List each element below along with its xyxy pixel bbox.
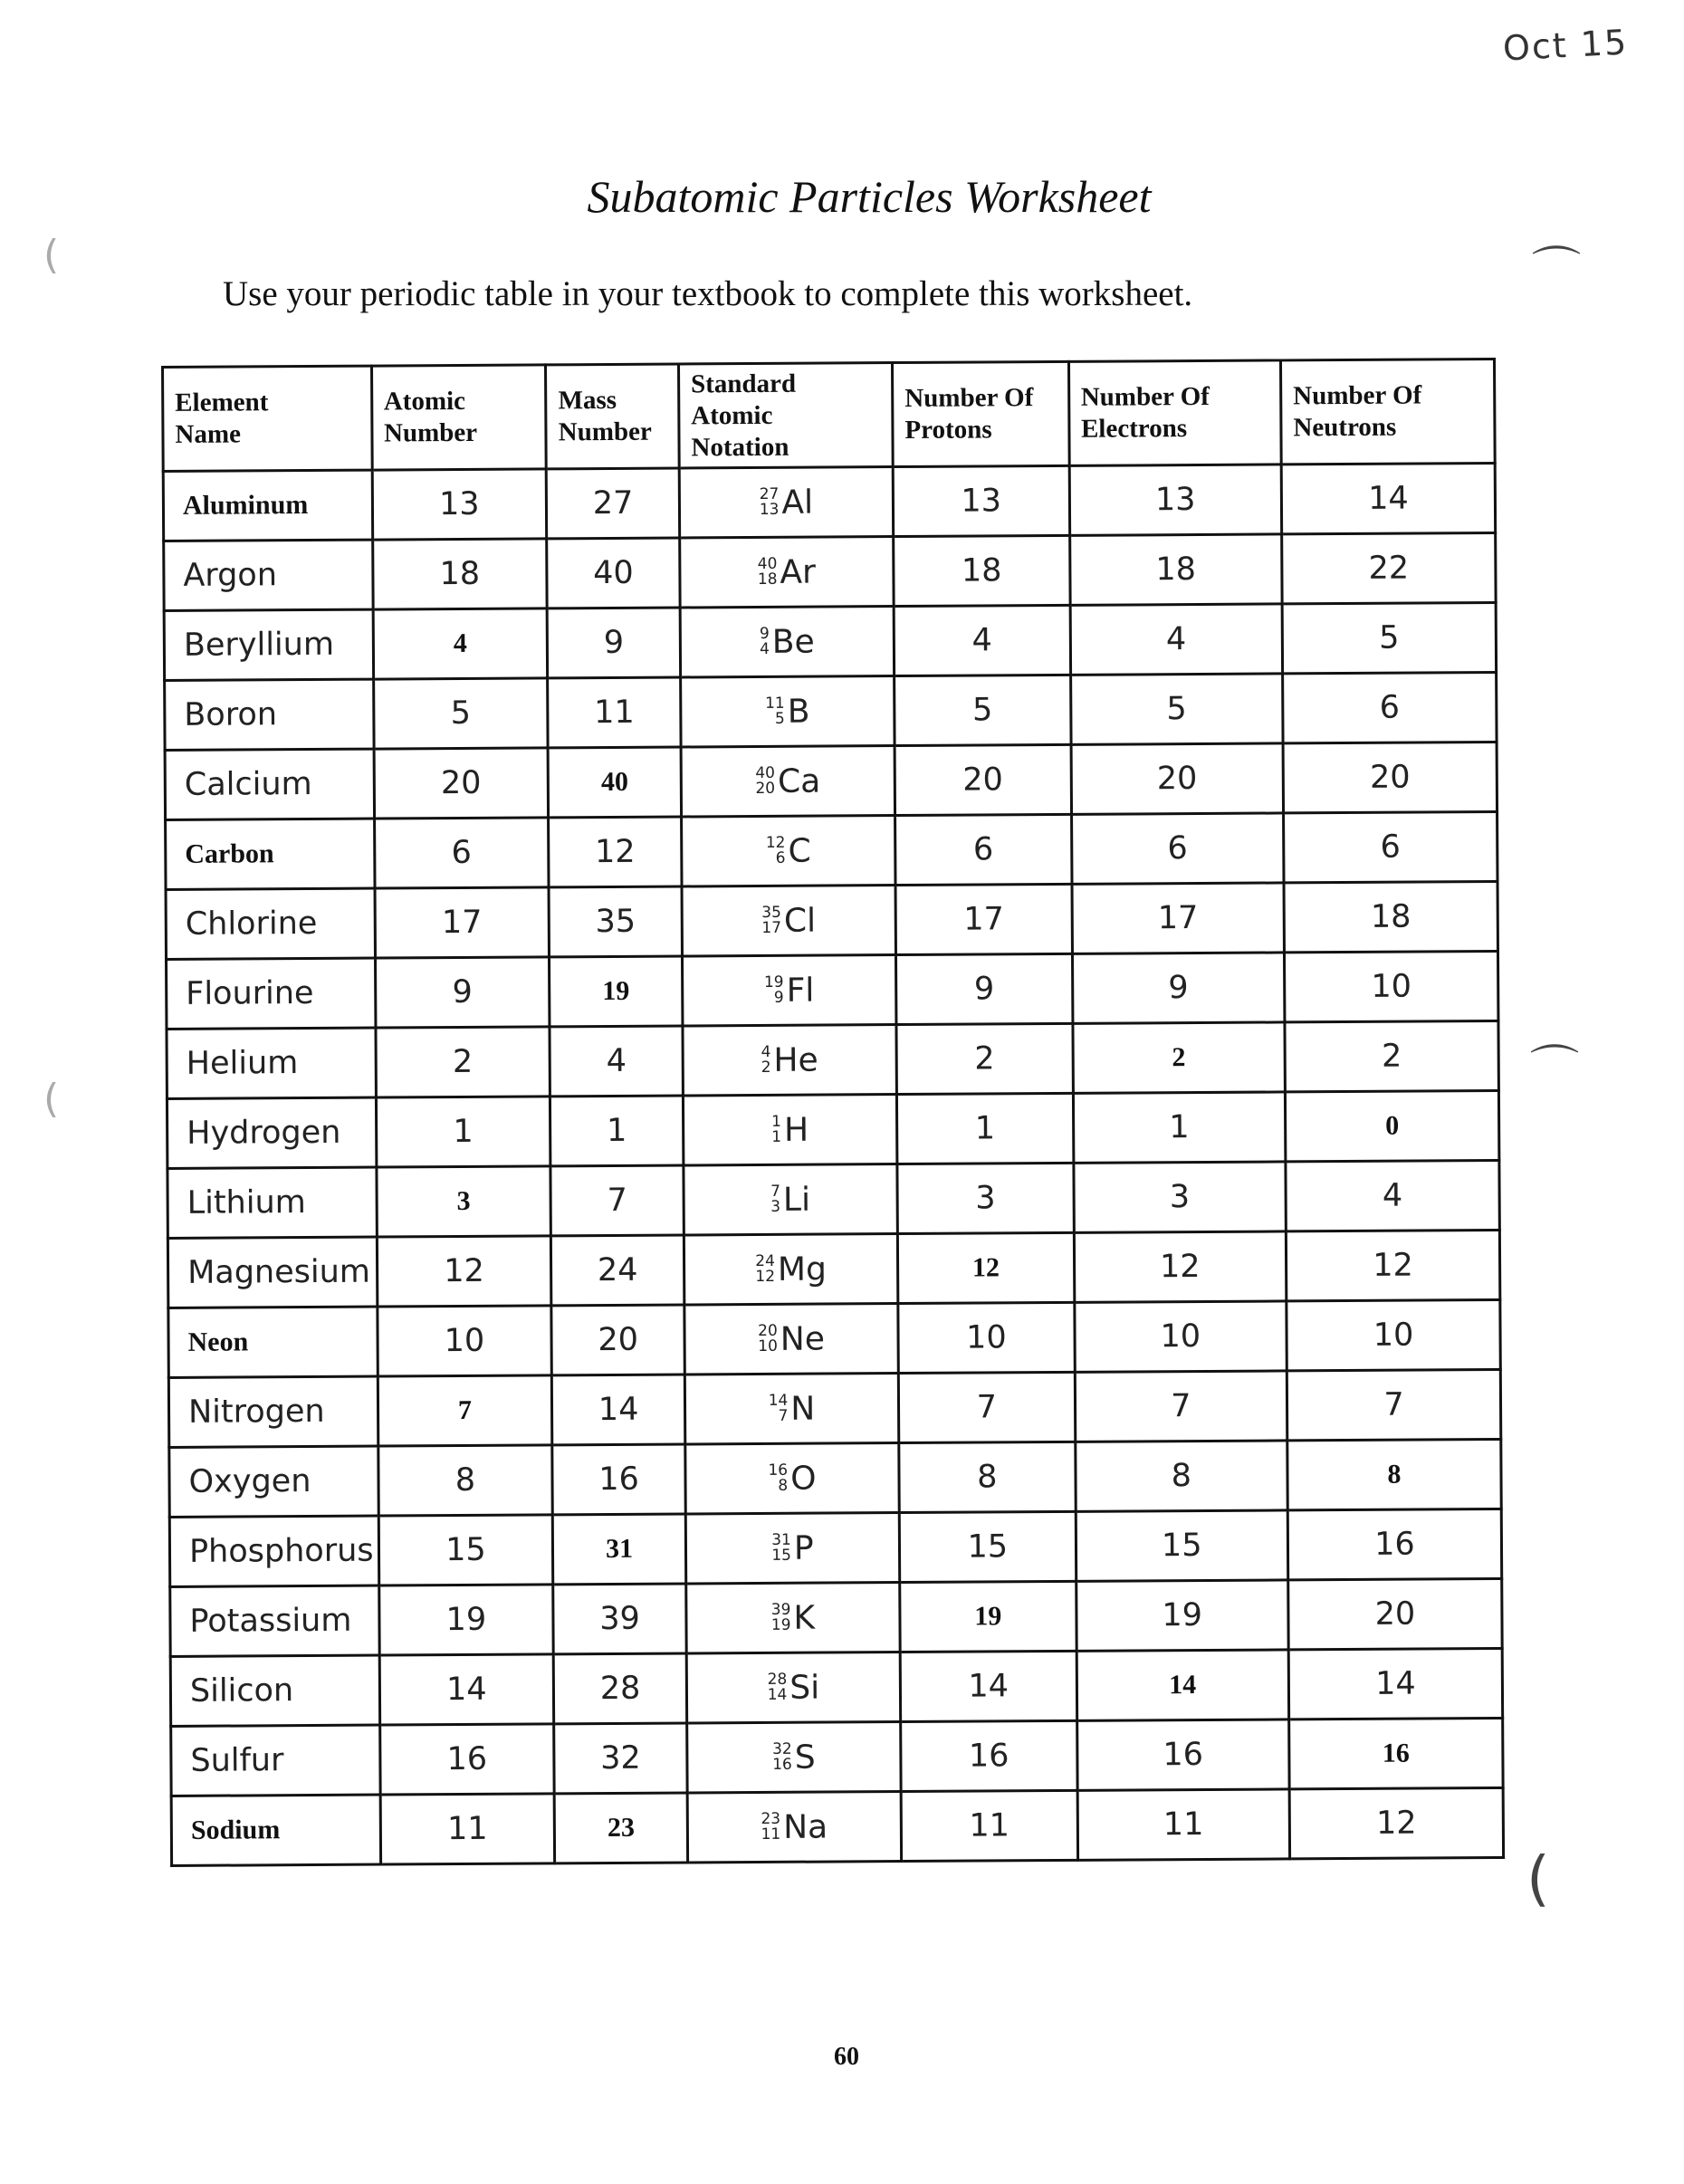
notation-cell <box>681 676 895 747</box>
table-row <box>167 952 1498 1030</box>
column-header-line2: Electrons <box>1080 414 1188 444</box>
notation-atomic-number: 14 <box>767 1686 788 1705</box>
neutrons-cell: 22 <box>1282 533 1496 604</box>
notation-symbol: K <box>793 1599 816 1637</box>
protons-cell: 7 <box>898 1373 1075 1443</box>
page-number: 60 <box>834 2043 859 2071</box>
electrons-cell: 20 <box>1071 743 1284 814</box>
atomic-notation <box>764 972 815 1009</box>
notation-atomic-number: 15 <box>771 1547 792 1566</box>
column-header-line1: Atomic <box>383 387 466 417</box>
notation-symbol: Cl <box>783 902 817 940</box>
notation-atomic-number: 2 <box>761 1058 771 1078</box>
notation-symbol: Si <box>789 1669 820 1707</box>
protons-cell: 1 <box>896 1094 1073 1164</box>
notation-mass-number: 11 <box>765 694 785 713</box>
neutrons-cell: 6 <box>1284 812 1497 883</box>
notation-numbers <box>764 974 784 1007</box>
protons-cell: 4 <box>894 606 1070 676</box>
notation-symbol: He <box>773 1041 818 1079</box>
neutrons-cell: 20 <box>1283 742 1497 813</box>
notation-mass-number: 4 <box>761 1042 771 1061</box>
atomic-number-cell: 15 <box>378 1515 553 1585</box>
electrons-cell: 17 <box>1072 883 1285 953</box>
notation-numbers <box>760 626 770 658</box>
column-header-protons <box>893 361 1069 467</box>
electrons-cell: 6 <box>1071 813 1284 884</box>
electrons-cell: 3 <box>1073 1162 1286 1232</box>
notation-mass-number: 23 <box>761 1809 781 1828</box>
neutrons-cell: 8 <box>1287 1440 1501 1510</box>
atomic-number-cell: 8 <box>378 1445 552 1516</box>
atomic-number-cell: 13 <box>372 469 547 540</box>
atomic-number-cell: 14 <box>379 1654 554 1725</box>
margin-mark-left-2: ( <box>43 1076 60 1122</box>
mass-number-cell: 1 <box>550 1096 684 1166</box>
element-name-cell: Aluminum <box>163 470 372 541</box>
atomic-notation <box>758 1320 825 1357</box>
mass-number-cell: 19 <box>550 956 683 1027</box>
notation-cell <box>681 746 895 817</box>
atomic-number-cell: 16 <box>379 1724 554 1795</box>
notation-numbers <box>771 1602 791 1634</box>
atomic-notation <box>761 1041 818 1078</box>
electrons-cell: 11 <box>1077 1789 1290 1860</box>
electrons-cell: 1 <box>1073 1092 1286 1163</box>
notation-mass-number: 12 <box>765 833 786 852</box>
protons-cell: 17 <box>895 885 1072 955</box>
element-name-cell: Helium <box>167 1028 376 1098</box>
notation-numbers <box>755 765 775 798</box>
date-note: Oct 15 <box>1501 22 1630 69</box>
column-header-line2: Name <box>175 419 242 450</box>
protons-cell: 20 <box>895 745 1071 816</box>
electrons-cell: 5 <box>1070 674 1283 744</box>
column-header-atomic-number <box>371 365 546 471</box>
column-header-mass-number <box>546 364 679 469</box>
notation-mass-number: 40 <box>755 763 776 782</box>
notation-symbol: S <box>794 1739 816 1777</box>
notation-atomic-number: 6 <box>775 849 786 868</box>
protons-cell: 11 <box>901 1791 1077 1862</box>
neutrons-cell: 16 <box>1287 1509 1501 1580</box>
column-header-line2: Notation <box>691 432 789 463</box>
notation-numbers <box>772 1741 792 1774</box>
element-name-cell: Sulfur <box>171 1725 380 1796</box>
electrons-cell: 12 <box>1074 1231 1287 1302</box>
notation-mass-number: 19 <box>763 972 784 991</box>
mass-number-cell: 14 <box>552 1375 685 1445</box>
subatomic-particles-table <box>161 358 1505 1867</box>
element-name-cell: Sodium <box>171 1795 380 1865</box>
notation-mass-number: 28 <box>767 1670 788 1689</box>
notation-numbers <box>768 1672 788 1704</box>
element-name-cell: Oxygen <box>169 1446 378 1517</box>
protons-cell: 18 <box>894 536 1070 607</box>
notation-atomic-number: 10 <box>758 1337 778 1356</box>
notation-cell <box>686 1583 901 1653</box>
element-name-cell: Hydrogen <box>167 1097 376 1168</box>
table-row <box>171 1788 1503 1866</box>
mass-number-cell: 27 <box>546 468 679 539</box>
protons-cell: 6 <box>895 815 1072 886</box>
element-name-cell: Potassium <box>170 1585 379 1656</box>
neutrons-cell: 6 <box>1283 673 1497 743</box>
protons-cell: 5 <box>895 675 1071 746</box>
mass-number-cell: 35 <box>549 886 682 957</box>
element-name-cell: Chlorine <box>166 888 375 959</box>
notation-cell <box>685 1513 900 1584</box>
table-row <box>164 603 1496 681</box>
atomic-number-cell: 10 <box>377 1306 551 1376</box>
atomic-notation <box>765 694 810 731</box>
notation-numbers <box>755 1253 775 1286</box>
atomic-notation <box>766 833 811 870</box>
notation-numbers <box>769 1393 789 1425</box>
mass-number-cell: 31 <box>553 1514 686 1585</box>
table-row <box>168 1370 1500 1448</box>
notation-numbers <box>761 905 781 937</box>
neutrons-cell: 7 <box>1287 1370 1500 1441</box>
atomic-notation <box>770 1182 810 1219</box>
mass-number-cell: 39 <box>553 1584 686 1654</box>
notation-numbers <box>758 556 778 589</box>
mass-number-cell: 23 <box>554 1793 687 1863</box>
protons-cell: 9 <box>896 954 1073 1025</box>
column-header-line1: Mass <box>558 386 617 416</box>
neutrons-cell: 16 <box>1289 1719 1503 1789</box>
column-header-standard-atomic-notation <box>678 363 893 469</box>
atomic-number-cell: 4 <box>373 608 548 679</box>
protons-cell: 15 <box>899 1512 1076 1583</box>
neutrons-cell: 12 <box>1289 1788 1503 1859</box>
notation-atomic-number: 8 <box>778 1477 789 1496</box>
notation-cell <box>680 537 895 608</box>
electrons-cell: 16 <box>1076 1719 1289 1790</box>
table-row <box>170 1649 1502 1727</box>
table-row <box>166 882 1497 960</box>
neutrons-cell: 10 <box>1284 952 1497 1022</box>
table-header-row <box>163 359 1496 472</box>
notation-symbol: C <box>788 832 811 870</box>
atomic-notation <box>771 1600 815 1637</box>
notation-mass-number: 24 <box>755 1251 775 1270</box>
protons-cell: 12 <box>897 1233 1074 1304</box>
mass-number-cell: 9 <box>547 608 680 678</box>
instructions: Use your periodic table in your textbook to complete this worksheet. <box>223 274 1193 313</box>
notation-atomic-number: 12 <box>755 1268 776 1287</box>
atomic-number-cell: 7 <box>378 1375 552 1446</box>
atomic-notation <box>772 1739 816 1777</box>
mass-number-cell: 40 <box>548 747 681 818</box>
element-name-cell: Calcium <box>165 749 374 819</box>
notation-atomic-number: 20 <box>755 780 776 799</box>
neutrons-cell: 10 <box>1287 1300 1500 1371</box>
protons-cell: 16 <box>901 1721 1077 1792</box>
notation-numbers <box>761 1811 780 1844</box>
notation-cell <box>682 886 896 956</box>
margin-mark-left-1: ( <box>43 232 60 278</box>
atomic-notation <box>760 484 814 521</box>
notation-atomic-number: 19 <box>770 1616 791 1635</box>
atomic-notation <box>758 553 816 590</box>
element-name-cell: Neon <box>168 1307 378 1377</box>
atomic-notation <box>761 1808 828 1845</box>
atomic-notation <box>761 902 816 939</box>
neutrons-cell: 20 <box>1288 1579 1502 1650</box>
notation-symbol: Ar <box>780 553 817 591</box>
neutrons-cell: 12 <box>1286 1231 1499 1301</box>
neutrons-cell: 14 <box>1281 464 1495 534</box>
column-header-line2: Number <box>558 417 652 447</box>
notation-cell <box>686 1652 901 1723</box>
notation-symbol: O <box>790 1460 817 1498</box>
electrons-cell: 14 <box>1076 1650 1289 1720</box>
atomic-notation <box>755 762 820 800</box>
notation-atomic-number: 11 <box>761 1825 781 1844</box>
table-row <box>169 1509 1501 1587</box>
margin-mark-mid-right: ⌒ <box>1530 1040 1579 1097</box>
notation-cell <box>683 1025 897 1096</box>
table-row <box>170 1579 1502 1657</box>
atomic-number-cell: 3 <box>376 1166 550 1237</box>
table-row <box>169 1440 1501 1518</box>
column-header-line2: Protons <box>904 415 992 445</box>
electrons-cell: 8 <box>1075 1441 1287 1511</box>
notation-cell <box>679 467 894 538</box>
element-name-cell: Boron <box>165 679 374 750</box>
element-name-cell: Argon <box>164 540 373 610</box>
notation-atomic-number: 4 <box>759 640 770 659</box>
table-row <box>165 742 1497 820</box>
notation-mass-number: 27 <box>759 484 780 503</box>
electrons-cell: 4 <box>1070 604 1283 675</box>
margin-mark-top-right: ⌒ <box>1532 242 1581 299</box>
notation-atomic-number: 5 <box>774 710 785 729</box>
element-name-cell: Carbon <box>166 819 375 889</box>
notation-numbers <box>765 695 785 728</box>
protons-cell: 10 <box>898 1303 1075 1374</box>
notation-symbol: N <box>790 1390 816 1428</box>
column-header-line2: Number <box>383 418 478 448</box>
mass-number-cell: 24 <box>551 1235 684 1306</box>
notation-symbol: Fl <box>786 972 815 1010</box>
column-header-electrons <box>1068 360 1281 466</box>
mass-number-cell: 4 <box>550 1026 683 1097</box>
neutrons-cell: 2 <box>1285 1021 1498 1092</box>
electrons-cell: 10 <box>1074 1301 1287 1372</box>
notation-mass-number: 9 <box>759 624 770 643</box>
column-header-neutrons <box>1280 359 1495 465</box>
protons-cell: 13 <box>893 466 1069 537</box>
notation-numbers <box>766 835 786 867</box>
notation-symbol: P <box>793 1529 814 1567</box>
atomic-number-cell: 20 <box>374 748 549 819</box>
atomic-number-cell: 2 <box>376 1027 550 1097</box>
protons-cell: 19 <box>900 1582 1076 1652</box>
protons-cell: 8 <box>899 1442 1076 1513</box>
mass-number-cell: 12 <box>549 817 682 887</box>
notation-numbers <box>771 1114 781 1146</box>
column-header-line1: Number Of <box>1080 382 1210 413</box>
notation-cell <box>682 955 896 1026</box>
notation-symbol: Mg <box>777 1250 827 1288</box>
notation-numbers <box>758 1323 778 1355</box>
element-name-cell: Silicon <box>170 1655 379 1726</box>
notation-atomic-number: 18 <box>757 570 778 589</box>
notation-atomic-number: 13 <box>759 501 780 520</box>
notation-symbol: Li <box>782 1181 811 1219</box>
worksheet-title: Subatomic Particles Worksheet <box>587 171 1152 222</box>
element-name-cell: Lithium <box>167 1167 377 1238</box>
element-name-cell: Flourine <box>167 958 376 1029</box>
margin-mark-bottom-right: ( <box>1526 1844 1550 1913</box>
column-header-line1: Element <box>175 388 269 418</box>
atomic-number-cell: 6 <box>374 818 549 888</box>
notation-symbol: Ca <box>777 762 821 800</box>
column-header-element-name <box>163 366 372 472</box>
neutrons-cell: 5 <box>1282 603 1496 674</box>
notation-atomic-number: 1 <box>771 1128 782 1147</box>
atomic-number-cell: 5 <box>373 678 548 749</box>
notation-numbers <box>761 1044 771 1077</box>
mass-number-cell: 28 <box>553 1653 686 1724</box>
element-name-cell: Beryllium <box>164 609 373 680</box>
mass-number-cell: 40 <box>547 538 680 608</box>
table-row <box>171 1719 1503 1796</box>
notation-cell <box>684 1374 899 1444</box>
mass-number-cell: 16 <box>552 1444 685 1515</box>
notation-cell <box>681 816 895 886</box>
protons-cell: 3 <box>897 1164 1074 1234</box>
notation-atomic-number: 9 <box>773 989 784 1008</box>
atomic-number-cell: 11 <box>380 1794 555 1864</box>
notation-cell <box>687 1722 902 1793</box>
notation-symbol: Ne <box>780 1320 826 1358</box>
column-header-line2: Neutrons <box>1293 412 1397 443</box>
atomic-number-cell: 9 <box>375 957 550 1028</box>
atomic-notation <box>768 1669 820 1706</box>
atomic-number-cell: 18 <box>372 539 547 609</box>
table-row <box>164 533 1496 611</box>
table-row <box>163 464 1495 541</box>
table-row <box>167 1021 1498 1099</box>
neutrons-cell: 18 <box>1284 882 1497 953</box>
atomic-notation <box>760 623 815 660</box>
atomic-notation <box>771 1530 814 1567</box>
table-row <box>165 673 1497 751</box>
notation-mass-number: 14 <box>768 1391 789 1410</box>
mass-number-cell: 32 <box>554 1723 687 1794</box>
notation-atomic-number: 17 <box>761 919 782 938</box>
notation-cell <box>684 1304 899 1375</box>
notation-cell <box>687 1792 902 1863</box>
notation-numbers <box>771 1532 791 1565</box>
notation-cell <box>685 1443 900 1514</box>
atomic-notation <box>769 1391 816 1428</box>
mass-number-cell: 20 <box>551 1305 684 1375</box>
neutrons-cell: 0 <box>1285 1091 1498 1162</box>
notation-mass-number: 35 <box>761 903 781 922</box>
notation-mass-number: 7 <box>770 1182 780 1201</box>
electrons-cell: 15 <box>1076 1510 1288 1581</box>
element-name-cell: Phosphorus <box>169 1516 378 1586</box>
column-header-line1: Number Of <box>1293 380 1422 411</box>
neutrons-cell: 4 <box>1286 1161 1499 1231</box>
column-header-line1: Number Of <box>904 383 1034 414</box>
notation-symbol: Be <box>771 623 815 661</box>
notation-atomic-number: 3 <box>770 1198 781 1217</box>
notation-symbol: Na <box>783 1808 828 1846</box>
atomic-number-cell: 19 <box>378 1585 553 1655</box>
electrons-cell: 19 <box>1076 1580 1288 1651</box>
atomic-number-cell: 12 <box>377 1236 551 1307</box>
protons-cell: 14 <box>900 1652 1076 1722</box>
electrons-cell: 9 <box>1072 953 1285 1023</box>
notation-atomic-number: 16 <box>772 1756 792 1775</box>
protons-cell: 2 <box>896 1024 1073 1095</box>
notation-cell <box>683 1095 897 1165</box>
notation-mass-number: 39 <box>770 1600 791 1619</box>
table-row <box>168 1300 1500 1378</box>
table-row <box>167 1231 1499 1308</box>
element-name-cell: Nitrogen <box>168 1376 378 1447</box>
notation-numbers <box>768 1462 788 1495</box>
notation-symbol: H <box>783 1111 809 1149</box>
notation-mass-number: 40 <box>757 554 778 573</box>
table-row <box>167 1161 1499 1239</box>
notation-mass-number: 1 <box>771 1112 782 1131</box>
notation-numbers <box>760 486 780 519</box>
table-row <box>166 812 1497 890</box>
notation-mass-number: 16 <box>768 1461 789 1480</box>
electrons-cell: 2 <box>1073 1022 1286 1093</box>
table-row <box>167 1091 1498 1169</box>
notation-symbol: B <box>787 693 810 731</box>
column-header-line1: Standard Atomic <box>690 369 797 431</box>
notation-symbol: Al <box>781 484 814 522</box>
electrons-cell: 13 <box>1069 465 1282 535</box>
electrons-cell: 18 <box>1069 534 1282 605</box>
atomic-notation <box>755 1250 827 1288</box>
neutrons-cell: 14 <box>1288 1649 1502 1719</box>
electrons-cell: 7 <box>1075 1371 1287 1442</box>
notation-mass-number: 20 <box>758 1321 778 1340</box>
element-name-cell: Magnesium <box>167 1237 377 1308</box>
notation-mass-number: 31 <box>771 1530 791 1549</box>
mass-number-cell: 11 <box>548 677 681 748</box>
notation-cell <box>684 1164 898 1235</box>
notation-numbers <box>770 1183 780 1216</box>
atomic-number-cell: 17 <box>375 887 550 958</box>
atomic-notation <box>768 1460 816 1497</box>
atomic-notation <box>771 1112 809 1149</box>
notation-cell <box>680 607 895 677</box>
mass-number-cell: 7 <box>550 1165 684 1236</box>
notation-atomic-number: 7 <box>778 1407 789 1426</box>
atomic-number-cell: 1 <box>376 1097 550 1167</box>
notation-mass-number: 32 <box>772 1739 792 1758</box>
notation-cell <box>684 1234 898 1305</box>
